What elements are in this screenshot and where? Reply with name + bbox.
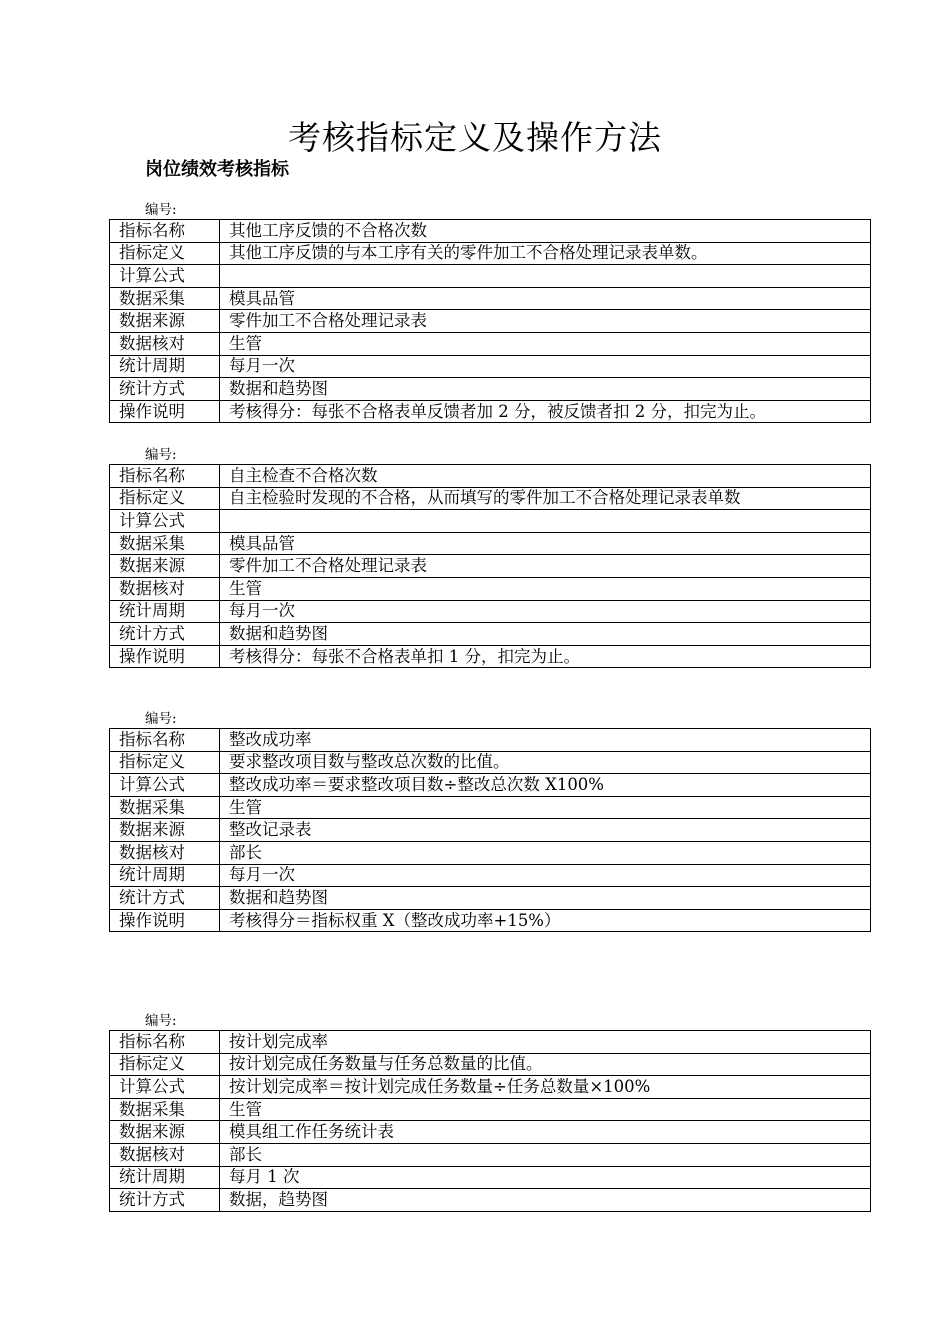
field-value: 零件加工不合格处理记录表	[220, 310, 871, 333]
code-label: 编号:	[145, 711, 177, 727]
field-name: 指标定义	[110, 487, 220, 510]
indicator-table-1	[109, 219, 871, 423]
table-row	[110, 555, 871, 578]
field-value: 其他工序反馈的与本工序有关的零件加工不合格处理记录表单数。	[220, 242, 871, 265]
field-name: 统计周期	[110, 1166, 220, 1189]
code-label: 编号:	[145, 447, 177, 463]
table-row	[110, 1189, 871, 1212]
field-value: 考核得分：每张不合格表单扣 1 分，扣完为止。	[220, 645, 871, 668]
table-row	[110, 1076, 871, 1099]
field-value: 自主检查不合格次数	[220, 465, 871, 488]
table-row	[110, 841, 871, 864]
field-value: 生管	[220, 1098, 871, 1121]
field-name: 数据核对	[110, 841, 220, 864]
field-value: 零件加工不合格处理记录表	[220, 555, 871, 578]
page-title: 考核指标定义及操作方法	[288, 118, 662, 157]
field-name: 统计方式	[110, 1189, 220, 1212]
table-row	[110, 242, 871, 265]
field-value: 生管	[220, 577, 871, 600]
table-row	[110, 532, 871, 555]
field-name: 计算公式	[110, 774, 220, 797]
table-row	[110, 510, 871, 533]
table-row	[110, 729, 871, 752]
field-value	[220, 510, 871, 533]
table-row	[110, 487, 871, 510]
table-row	[110, 864, 871, 887]
field-name: 数据核对	[110, 1143, 220, 1166]
field-name: 计算公式	[110, 510, 220, 533]
table-row	[110, 265, 871, 288]
field-name: 数据采集	[110, 532, 220, 555]
field-value: 按计划完成率＝按计划完成任务数量÷任务总数量×100%	[220, 1076, 871, 1099]
field-name: 指标名称	[110, 220, 220, 243]
field-value: 按计划完成任务数量与任务总数量的比值。	[220, 1053, 871, 1076]
field-name: 数据采集	[110, 796, 220, 819]
table-row	[110, 1053, 871, 1076]
field-name: 数据来源	[110, 310, 220, 333]
field-value: 要求整改项目数与整改总次数的比值。	[220, 751, 871, 774]
field-value: 部长	[220, 841, 871, 864]
field-value: 考核得分＝指标权重 X（整改成功率+15%）	[220, 909, 871, 932]
code-label: 编号:	[145, 202, 177, 218]
table-row	[110, 1031, 871, 1054]
field-value: 数据，趋势图	[220, 1189, 871, 1212]
table-row	[110, 819, 871, 842]
field-value: 整改成功率＝要求整改项目数÷整改总次数 X100%	[220, 774, 871, 797]
field-name: 指标定义	[110, 242, 220, 265]
field-name: 指标定义	[110, 1053, 220, 1076]
field-value: 整改记录表	[220, 819, 871, 842]
field-value: 考核得分：每张不合格表单反馈者加 2 分，被反馈者扣 2 分，扣完为止。	[220, 400, 871, 423]
field-name: 计算公式	[110, 1076, 220, 1099]
field-name: 数据来源	[110, 819, 220, 842]
table-row	[110, 751, 871, 774]
table-row	[110, 774, 871, 797]
table-row	[110, 887, 871, 910]
field-value: 每月 1 次	[220, 1166, 871, 1189]
table-row	[110, 1098, 871, 1121]
field-value: 每月一次	[220, 864, 871, 887]
field-name: 操作说明	[110, 400, 220, 423]
field-value: 其他工序反馈的不合格次数	[220, 220, 871, 243]
field-value: 数据和趋势图	[220, 623, 871, 646]
table-row	[110, 645, 871, 668]
table-row	[110, 220, 871, 243]
field-name: 统计方式	[110, 378, 220, 401]
field-name: 统计周期	[110, 864, 220, 887]
field-value: 生管	[220, 332, 871, 355]
indicator-table-2	[109, 464, 871, 668]
field-value: 按计划完成率	[220, 1031, 871, 1054]
field-value: 数据和趋势图	[220, 887, 871, 910]
field-value: 模具品管	[220, 532, 871, 555]
field-value: 模具组工作任务统计表	[220, 1121, 871, 1144]
field-name: 计算公式	[110, 265, 220, 288]
field-name: 指标名称	[110, 1031, 220, 1054]
field-name: 操作说明	[110, 909, 220, 932]
table-row	[110, 310, 871, 333]
table-row	[110, 465, 871, 488]
field-name: 数据核对	[110, 577, 220, 600]
table-row	[110, 796, 871, 819]
indicator-table-4	[109, 1030, 871, 1212]
code-label: 编号:	[145, 1013, 177, 1029]
field-name: 统计方式	[110, 623, 220, 646]
field-value: 生管	[220, 796, 871, 819]
table-row	[110, 287, 871, 310]
field-name: 数据来源	[110, 1121, 220, 1144]
field-value	[220, 265, 871, 288]
field-name: 指标名称	[110, 729, 220, 752]
table-row	[110, 1166, 871, 1189]
field-value: 整改成功率	[220, 729, 871, 752]
field-value: 每月一次	[220, 600, 871, 623]
table-row	[110, 355, 871, 378]
indicator-table-3	[109, 728, 871, 932]
page-subtitle: 岗位绩效考核指标	[145, 159, 289, 180]
field-value: 每月一次	[220, 355, 871, 378]
table-row	[110, 600, 871, 623]
field-value: 自主检验时发现的不合格，从而填写的零件加工不合格处理记录表单数	[220, 487, 871, 510]
table-row	[110, 623, 871, 646]
table-row	[110, 400, 871, 423]
field-value: 模具品管	[220, 287, 871, 310]
field-value: 数据和趋势图	[220, 378, 871, 401]
field-name: 数据来源	[110, 555, 220, 578]
table-row	[110, 1121, 871, 1144]
field-name: 数据采集	[110, 287, 220, 310]
field-name: 统计周期	[110, 600, 220, 623]
field-value: 部长	[220, 1143, 871, 1166]
field-name: 操作说明	[110, 645, 220, 668]
table-row	[110, 1143, 871, 1166]
table-row	[110, 332, 871, 355]
field-name: 指标定义	[110, 751, 220, 774]
table-row	[110, 577, 871, 600]
table-row	[110, 909, 871, 932]
table-row	[110, 378, 871, 401]
field-name: 数据核对	[110, 332, 220, 355]
field-name: 统计周期	[110, 355, 220, 378]
field-name: 指标名称	[110, 465, 220, 488]
field-name: 数据采集	[110, 1098, 220, 1121]
field-name: 统计方式	[110, 887, 220, 910]
